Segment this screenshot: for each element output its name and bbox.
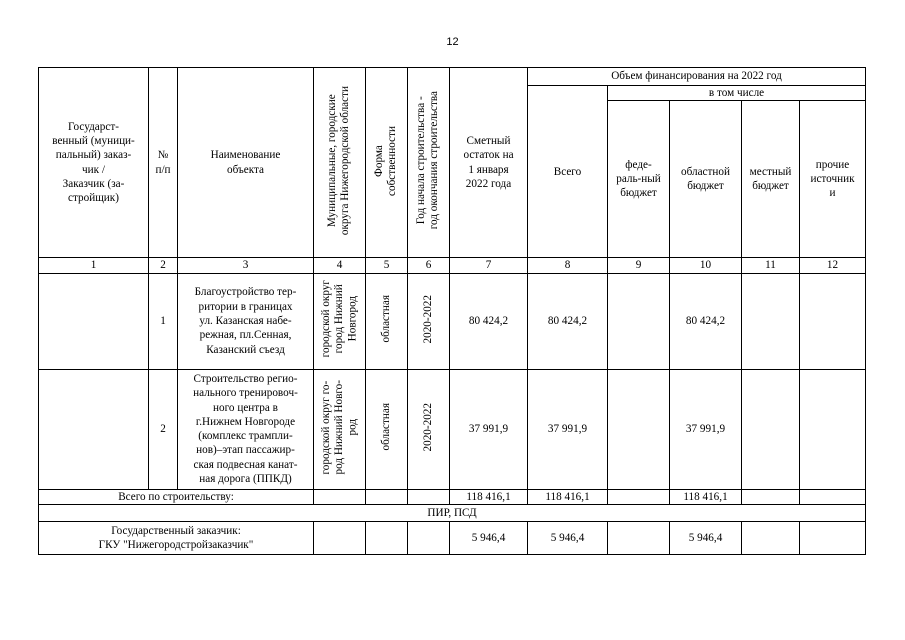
row-local bbox=[742, 369, 800, 489]
column-number: 7 bbox=[450, 258, 528, 273]
header-ownership: Форма собственности bbox=[366, 68, 408, 258]
row-balance: 37 991,9 bbox=[450, 369, 528, 489]
column-number: 11 bbox=[742, 258, 800, 273]
row-years: 2020-2022 bbox=[408, 273, 450, 369]
column-numbers-row bbox=[39, 258, 866, 273]
header-local: местный бюджет bbox=[742, 101, 800, 258]
header-number: № п/п bbox=[149, 68, 178, 258]
row-regional: 80 424,2 bbox=[670, 273, 742, 369]
row-number: 1 bbox=[149, 273, 178, 369]
column-number: 5 bbox=[366, 258, 408, 273]
header-including: в том числе bbox=[608, 86, 866, 101]
column-number: 12 bbox=[800, 258, 866, 273]
row-object-name: Строительство регио- нального тренировоч- ного центра в г.Нижнем Новгороде (комплекс трампли- нов)–этап пассажир- ская подвесная канат- ная дорога (ППКД) bbox=[178, 369, 314, 489]
row-local bbox=[742, 273, 800, 369]
column-number: 2 bbox=[149, 258, 178, 273]
column-number: 9 bbox=[608, 258, 670, 273]
row-object-name: Благоустройство тер- ритории в границах ул. Казанская набе- режная, пл.Сенная, Казанский съезд bbox=[178, 273, 314, 369]
customer-regional: 5 946,4 bbox=[670, 521, 742, 554]
table-row bbox=[39, 273, 866, 369]
row-customer bbox=[39, 273, 149, 369]
row-municipality: городской округ го- род Нижний Новго- род bbox=[314, 369, 366, 489]
row-balance: 80 424,2 bbox=[450, 273, 528, 369]
customer-row bbox=[39, 521, 866, 554]
header-federal: феде- раль-ный бюджет bbox=[608, 101, 670, 258]
row-customer bbox=[39, 369, 149, 489]
empty-cell bbox=[314, 489, 366, 504]
header-balance: Сметный остаток на 1 января 2022 года bbox=[450, 68, 528, 258]
header-object-name: Наименование объекта bbox=[178, 68, 314, 258]
table-row bbox=[39, 369, 866, 489]
row-regional: 37 991,9 bbox=[670, 369, 742, 489]
header-other: прочие источник и bbox=[800, 101, 866, 258]
header-years: Год начала строительства - год окончания строительства bbox=[408, 68, 450, 258]
column-number: 6 bbox=[408, 258, 450, 273]
customer-total: 5 946,4 bbox=[528, 521, 608, 554]
empty-cell bbox=[408, 489, 450, 504]
row-years: 2020-2022 bbox=[408, 369, 450, 489]
row-federal bbox=[608, 273, 670, 369]
row-total: 37 991,9 bbox=[528, 369, 608, 489]
empty-cell bbox=[742, 489, 800, 504]
empty-cell bbox=[742, 521, 800, 554]
row-number: 2 bbox=[149, 369, 178, 489]
row-municipality: городской округ город Нижний Новгород bbox=[314, 273, 366, 369]
total-label: Всего по строительству: bbox=[39, 489, 314, 504]
column-number: 10 bbox=[670, 258, 742, 273]
row-federal bbox=[608, 369, 670, 489]
page-number: 12 bbox=[446, 36, 459, 48]
empty-cell bbox=[800, 489, 866, 504]
row-total: 80 424,2 bbox=[528, 273, 608, 369]
column-number: 3 bbox=[178, 258, 314, 273]
header-total: Всего bbox=[528, 86, 608, 258]
column-number: 8 bbox=[528, 258, 608, 273]
section-title: ПИР, ПСД bbox=[39, 504, 866, 521]
row-other bbox=[800, 369, 866, 489]
header-customer: Государст- венный (муници- пальный) заказ- чик / Заказчик (за- стройщик) bbox=[39, 68, 149, 258]
empty-cell bbox=[800, 521, 866, 554]
total-sum: 118 416,1 bbox=[528, 489, 608, 504]
row-ownership: областная bbox=[366, 273, 408, 369]
column-number: 1 bbox=[39, 258, 149, 273]
row-ownership: областная bbox=[366, 369, 408, 489]
empty-cell bbox=[366, 521, 408, 554]
funding-table bbox=[38, 67, 866, 555]
total-regional: 118 416,1 bbox=[670, 489, 742, 504]
header-regional: областной бюджет bbox=[670, 101, 742, 258]
header-municipality: Муниципальные, городские округа Нижегородской области bbox=[314, 68, 366, 258]
total-row bbox=[39, 489, 866, 504]
header-funding-group: Объем финансирования на 2022 год bbox=[528, 68, 866, 86]
section-row bbox=[39, 504, 866, 521]
empty-cell bbox=[608, 521, 670, 554]
total-balance: 118 416,1 bbox=[450, 489, 528, 504]
empty-cell bbox=[366, 489, 408, 504]
empty-cell bbox=[314, 521, 366, 554]
customer-label: Государственный заказчик: ГКУ "Нижегородстройзаказчик" bbox=[39, 521, 314, 554]
row-other bbox=[800, 273, 866, 369]
empty-cell bbox=[408, 521, 450, 554]
empty-cell bbox=[608, 489, 670, 504]
column-number: 4 bbox=[314, 258, 366, 273]
customer-balance: 5 946,4 bbox=[450, 521, 528, 554]
